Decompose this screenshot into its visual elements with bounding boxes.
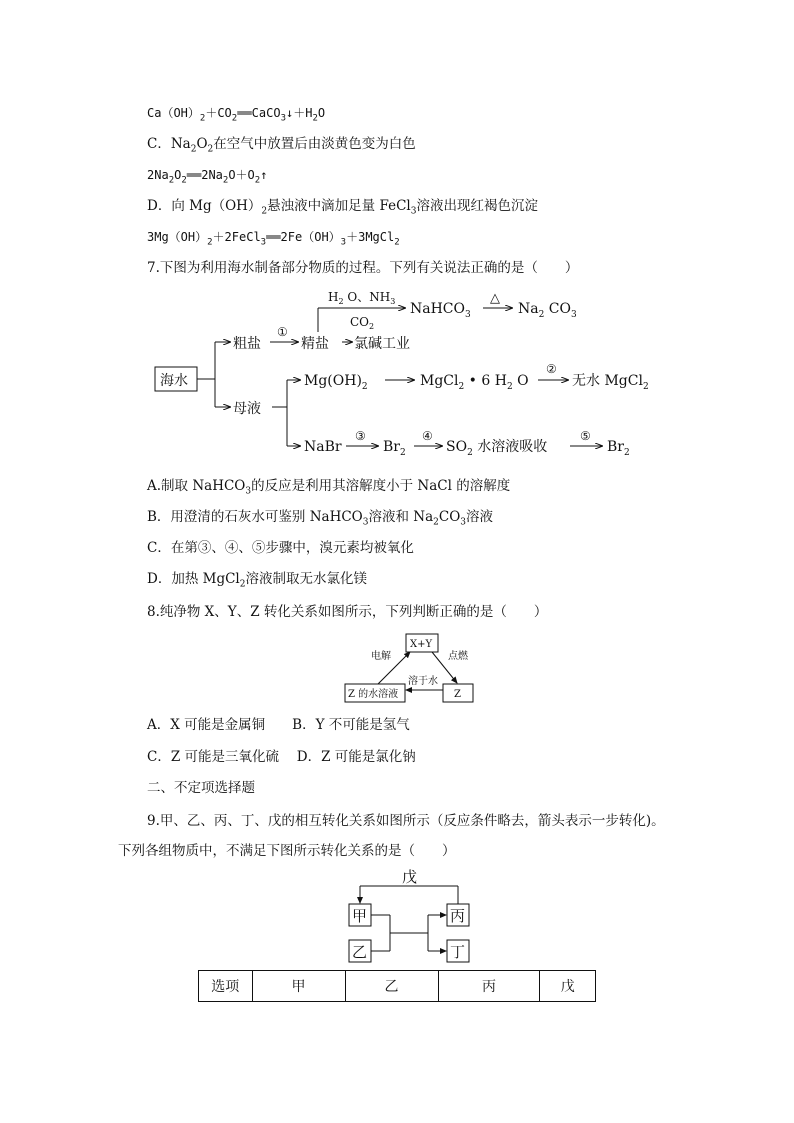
table-header-cell: 甲 <box>252 971 345 1002</box>
step-1-label: ① <box>277 325 288 339</box>
table-header-cell: 选项 <box>199 971 253 1002</box>
table-header-cell: 戊 <box>540 971 596 1002</box>
electrolysis-label: 电解 <box>371 651 391 662</box>
wu-label: 戊 <box>402 868 418 886</box>
jia-label: 甲 <box>352 907 368 925</box>
nahco3-label: NaHCO$_3$ <box>410 301 471 320</box>
anhydrous-mgcl2-label: 无水 MgCl$_2$ <box>572 373 649 392</box>
table-header-cell: 丙 <box>438 971 540 1002</box>
seawater-process-diagram <box>0 282 794 482</box>
step-2-label: ② <box>546 362 557 376</box>
fine-salt-label: 精盐 <box>301 336 329 352</box>
q9-stem-line1: 9.甲、乙、丙、丁、戊的相互转化关系如图所示（反应条件略去，箭头表示一步转化)。 <box>147 813 665 829</box>
q8-options-cd: C．Z 可能是三氧化硫 D．Z 可能是氯化钠 <box>147 749 416 765</box>
xy-label: X+Y <box>410 639 433 650</box>
q9-options-table <box>198 970 596 1002</box>
seawater-label: 海水 <box>160 373 188 389</box>
yi-label: 乙 <box>352 943 368 961</box>
heat-label: △ <box>490 291 500 306</box>
table-header-row <box>199 971 596 1002</box>
br2-second-label: $Br_2$ <box>607 439 630 458</box>
dissolve-label: 溶于水 <box>408 676 438 687</box>
table-header-cell: 乙 <box>345 971 438 1002</box>
nabr-label: NaBr <box>304 439 342 455</box>
q8-options-ab: A．X 可能是金属铜 B．Y 不可能是氢气 <box>147 717 410 733</box>
five-substance-diagram <box>0 866 794 966</box>
equation-d: $3Mg(OH)_2+2FeCl_3══2Fe(OH)_3+3MgCl_2$ <box>147 230 400 248</box>
equation-c: $2Na_2O_2══2Na_2O+O_2↑$ <box>147 168 268 186</box>
step-5-label: ⑤ <box>580 429 591 443</box>
reagents-bottom-label: $CO_2$ <box>350 315 375 331</box>
q6-option-c: C．$Na_2O_2$在空气中放置后由淡黄色变为白色 <box>147 136 416 155</box>
q7-option-b: B．用澄清的石灰水可鉴别 NaHCO$_3$溶液和 $Na_2CO_3$溶液 <box>147 509 494 528</box>
q7-option-a: A.制取 NaHCO$_3$的反应是利用其溶解度小于 NaCl 的溶解度 <box>147 478 511 497</box>
q8-stem: 8.纯净物 X、Y、Z 转化关系如图所示，下列判断正确的是（ ） <box>147 604 548 620</box>
bing-label: 丙 <box>450 907 466 925</box>
step-3-label: ③ <box>355 429 366 443</box>
ignite-label: 点燃 <box>448 651 468 662</box>
na2co3-label: $Na_2$ $CO_3$ <box>518 301 577 320</box>
q9-stem-line2: 下列各组物质中，不满足下图所示转化关系的是（ ） <box>118 843 456 859</box>
so2-absorb-label: $SO_2$ 水溶液吸收 <box>446 439 548 458</box>
mgcl2-6h2o-label: MgCl$_2$ • 6 $H_2$ O <box>420 373 529 392</box>
br2-first-label: $Br_2$ <box>383 439 406 458</box>
step-4-label: ④ <box>422 429 433 443</box>
chlor-alkali-label: 氯碱工业 <box>354 336 410 352</box>
crude-salt-label: 粗盐 <box>233 336 261 352</box>
q7-stem: 7.下图为利用海水制备部分物质的过程。下列有关说法正确的是（ ） <box>147 260 579 276</box>
xyz-conversion-diagram <box>0 628 794 708</box>
q7-option-d: D．加热 MgCl$_2$溶液制取无水氯化镁 <box>147 571 367 590</box>
z-label: Z <box>454 689 461 700</box>
ding-label: 丁 <box>450 943 466 961</box>
z-solution-label: Z 的水溶液 <box>348 689 399 700</box>
q6-option-d: D．向 $Mg(OH)_2$悬浊液中滴加足量 FeCl$_3$溶液出现红褐色沉淀 <box>147 198 538 217</box>
section-heading: 二、不定项选择题 <box>147 780 255 796</box>
mother-liquor-label: 母液 <box>233 401 261 417</box>
equation-b: $Ca(OH)_2+CO_2══CaCO_3↓+H_2O$ <box>147 106 326 124</box>
reagents-top-label: $H_2$ O、$NH_3$ <box>328 290 396 306</box>
mgoh2-label: $Mg(OH)_2$ <box>304 373 368 392</box>
q7-option-c: C．在第③、④、⑤步骤中，溴元素均被氧化 <box>147 540 414 556</box>
